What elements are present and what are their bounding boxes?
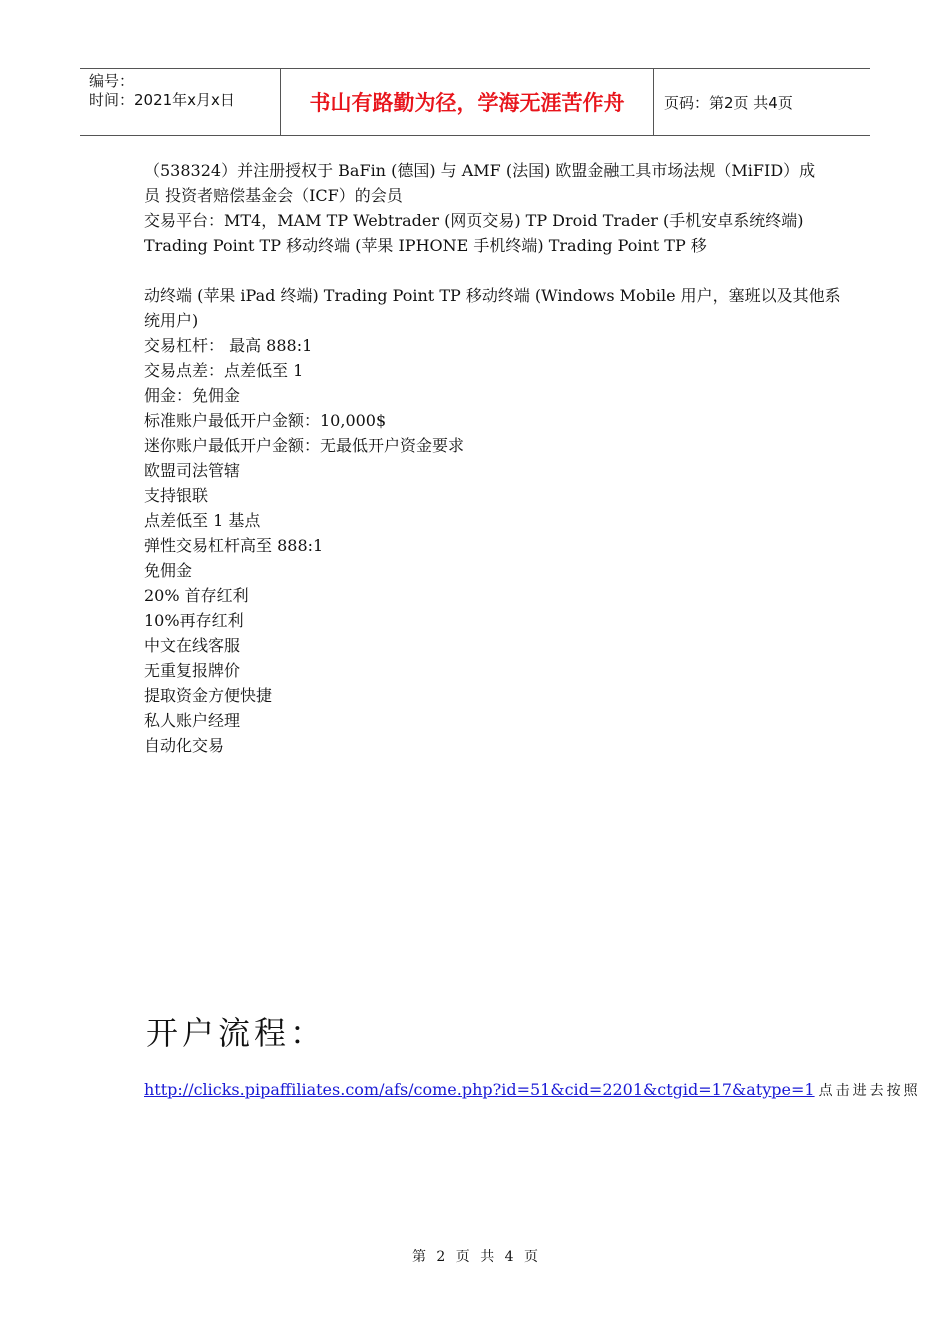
body-line: 交易点差：点差低至 1 bbox=[144, 361, 304, 380]
body-line: 交易杠杆： 最高 888:1 bbox=[144, 336, 313, 355]
body-line: 无重复报牌价 bbox=[144, 661, 241, 680]
page-footer: 第 2 页 共 4 页 bbox=[411, 1249, 539, 1265]
link-line bbox=[144, 1080, 921, 1100]
body-line: 支持银联 bbox=[144, 486, 209, 505]
link-trailing-text: 点击进去按照 bbox=[818, 1083, 921, 1099]
body-line: 自动化交易 bbox=[144, 736, 225, 755]
body-line: 点差低至 1 基点 bbox=[144, 511, 261, 530]
number-label: 编号： bbox=[89, 72, 135, 90]
body-line: 员 投资者赔偿基金会（ICF）的会员 bbox=[144, 186, 403, 205]
body-line: 佣金：免佣金 bbox=[144, 386, 241, 405]
body-line: 私人账户经理 bbox=[144, 711, 241, 730]
header-info-cell bbox=[80, 69, 281, 135]
body-line: 动终端 (苹果 iPad 终端) Trading Point TP 移动终端 (Windows Mobile 用户，塞班以及其他系 bbox=[144, 286, 841, 305]
body-line: 提取资金方便快捷 bbox=[144, 686, 273, 705]
body-line: 标准账户最低开户金额：10,000$ bbox=[144, 411, 387, 430]
body-line: （538324）并注册授权于 BaFin (德国) 与 AMF (法国) 欧盟金融工具市场法规（MiFID）成 bbox=[144, 161, 816, 180]
body-line: 20% 首存红利 bbox=[144, 586, 249, 605]
body-line: 中文在线客服 bbox=[144, 636, 241, 655]
account-open-link[interactable]: http://clicks.pipaffiliates.com/afs/come.php?id=51&cid=2201&ctgid=17&atype=1 bbox=[144, 1080, 815, 1099]
section-heading: 开户流程： bbox=[146, 1014, 327, 1052]
body-line: 免佣金 bbox=[144, 561, 193, 580]
body-line: 统用户) bbox=[144, 311, 199, 330]
body-line: 欧盟司法管辖 bbox=[144, 461, 241, 480]
body-line: 弹性交易杠杆高至 888:1 bbox=[144, 536, 324, 555]
body-line: 交易平台：MT4，MAM TP Webtrader (网页交易) TP Droid Trader (手机安卓系统终端) bbox=[144, 211, 804, 230]
header-page-code: 页码：第2页 共4页 bbox=[664, 93, 793, 112]
header-motto: 书山有路勤为径，学海无涯苦作舟 bbox=[281, 69, 654, 135]
body-line: 迷你账户最低开户金额：无最低开户资金要求 bbox=[144, 436, 465, 455]
body-blank-line bbox=[144, 258, 812, 283]
page-header bbox=[80, 68, 870, 136]
body-line: Trading Point TP 移动终端 (苹果 IPHONE 手机终端) Trading Point TP 移 bbox=[144, 236, 707, 255]
time-label: 时间：2021年x月x日 bbox=[89, 91, 235, 109]
body-text bbox=[144, 158, 841, 758]
body-line: 10%再存红利 bbox=[144, 611, 244, 630]
